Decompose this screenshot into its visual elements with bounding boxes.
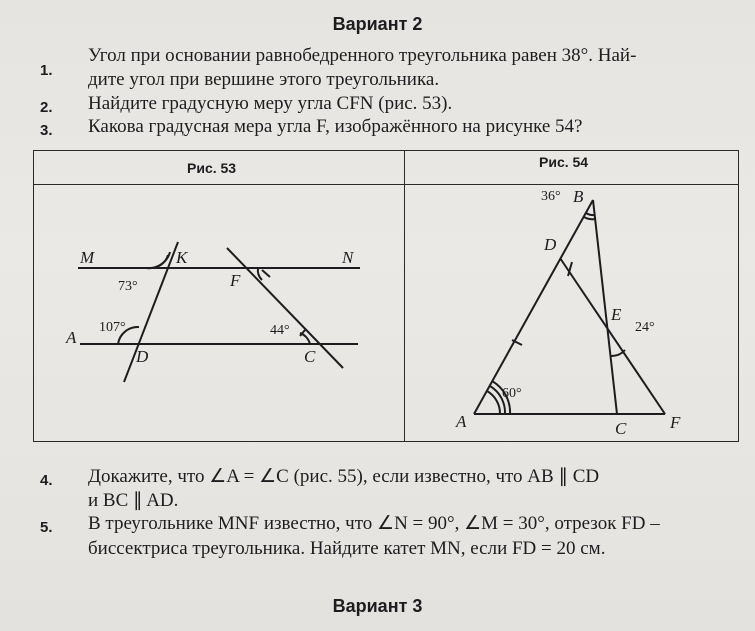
task-1-line-2: дите угол при вершине этого треугольника. (88, 69, 440, 90)
tick-f (262, 270, 270, 277)
label-m: M (80, 248, 95, 267)
label-d: D (136, 347, 149, 366)
label-d54: D (544, 235, 557, 254)
fig54-drawing (474, 200, 665, 414)
task-4-number: 4. (40, 472, 53, 489)
label-a54: A (456, 412, 467, 431)
label-24: 24° (635, 320, 655, 335)
label-a: A (66, 328, 77, 347)
fig54-title: Рис. 54 (539, 154, 589, 170)
angle-73: 73° (118, 279, 138, 294)
label-b: B (573, 187, 584, 206)
task-4-line-1: Докажите, что ∠A = ∠C (рис. 55), если известно, что AB ∥ CD (88, 466, 600, 487)
label-n: N (342, 248, 354, 267)
variant-title: Вариант 2 (332, 14, 423, 34)
label-c54: C (615, 419, 627, 438)
arc-f (258, 268, 262, 280)
label-f54: F (670, 413, 681, 432)
transversal-fc (227, 248, 343, 368)
task-4-line-2: и BC ∥ AD. (88, 490, 179, 511)
task-5-number: 5. (40, 519, 53, 536)
task-3-number: 3. (40, 122, 53, 139)
label-k: K (176, 248, 188, 267)
task-2-text: Найдите градусную меру угла CFN (рис. 53). (88, 93, 453, 114)
segment-df (560, 258, 665, 414)
angle-107: 107° (99, 320, 126, 335)
arc-24 (611, 350, 625, 356)
task-1-line-1: Угол при основании равнобедренного треугольника равен 38°. Най- (88, 45, 637, 66)
task-5-line-2: биссектриса треугольника. Найдите катет MN, если FD = 20 см. (88, 538, 606, 559)
label-36: 36° (541, 189, 561, 204)
label-e: E (611, 305, 622, 324)
task-5-line-1: В треугольнике MNF известно, что ∠N = 90°, ∠M = 30°, отрезок FD – (88, 513, 660, 534)
angle-44: 44° (270, 323, 290, 338)
label-c: C (304, 347, 316, 366)
task-2-number: 2. (40, 99, 53, 116)
fig53-title: Рис. 53 (187, 160, 237, 176)
label-60: 60° (502, 386, 522, 401)
next-variant-title: Вариант 3 (332, 596, 423, 616)
arc-73-outer (146, 252, 170, 268)
label-f: F (230, 271, 241, 290)
task-1-number: 1. (40, 62, 53, 79)
transversal-kd (124, 242, 178, 382)
task-3-text: Какова градусная мера угла F, изображённого на рисунке 54? (88, 116, 583, 137)
